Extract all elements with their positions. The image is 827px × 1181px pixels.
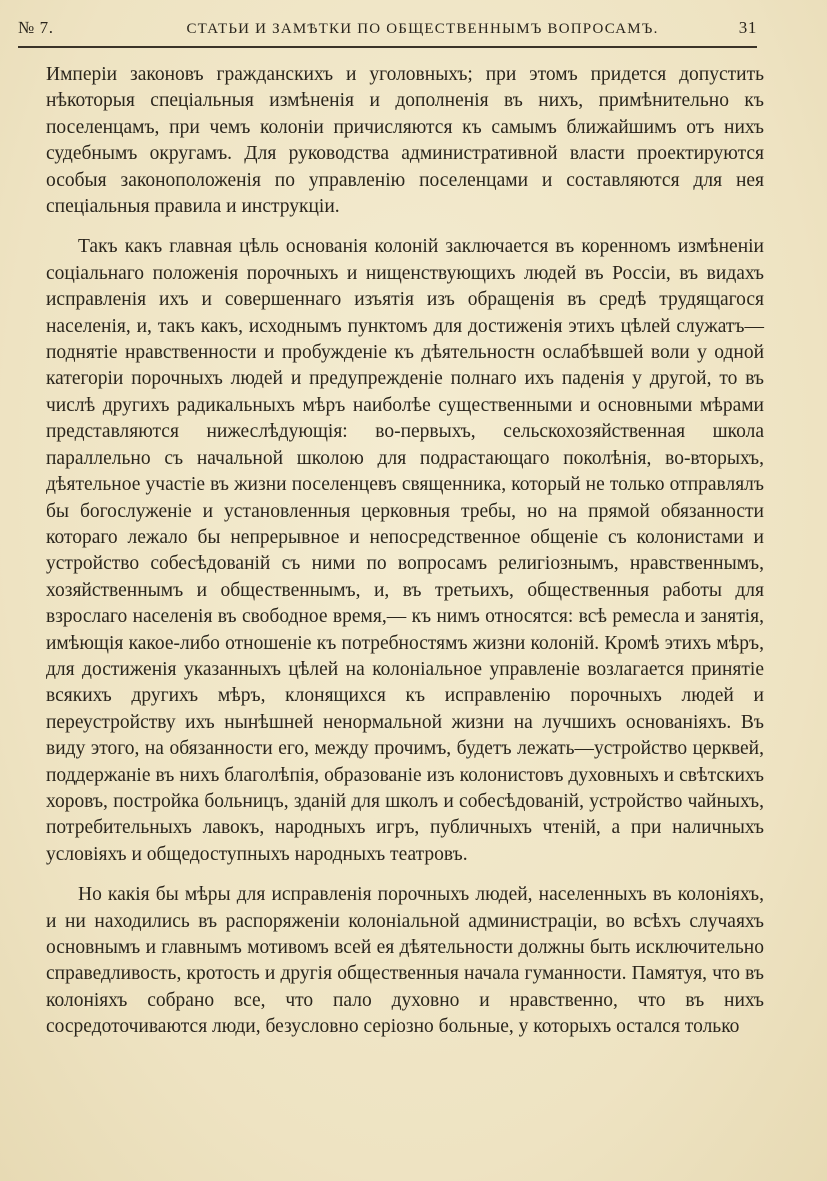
running-title: СТАТЬИ И ЗАМѢТКИ ПО ОБЩЕСТВЕННЫМЪ ВОПРОСАМЪ. (186, 21, 659, 37)
page-number: 31 (738, 18, 757, 37)
running-header (18, 18, 757, 44)
paragraph: Такъ какъ главная цѣль основанія колоній заключается въ коренномъ измѣненіи соціальнаго положенія порочныхъ и нищенствующихъ людей въ Россіи, въ видахъ исправленія ихъ и совершеннаго изъятія изъ обращенія въ средѣ трудящагося населенія, и, такъ какъ, исходнымъ пунктомъ для достиженія этихъ цѣлей служатъ—поднятіе нравственности и пробужденіе къ дѣятельностн ослабѣвшей воли у одной категоріи порочныхъ людей и предупрежденіе полнаго ихъ паденія у другой, то въ числѣ другихъ радикальныхъ мѣръ наиболѣе существенными и основными мѣрами представляются нижеслѣдующія: во-первыхъ, сельскохозяйственная школа параллельно съ начальной школою для подрастающаго поколѣнія, во-вторыхъ, дѣятельное участіе въ жизни поселенцевъ священника, который не только отправлялъ бы богослуженіе и установленныя церковныя требы, но на прямой обязанности котораго лежало бы непрерывное и непосредственное общеніе съ колонистами и устройство собесѣдованій съ ними по вопросамъ религіознымъ, нравственнымъ, хозяйственнымъ и общественнымъ, и, въ третьихъ, общественныя работы для взрослаго населенія въ свободное время,— къ нимъ относятся: всѣ ремесла и занятія, имѣющія какое-либо отношеніе къ потребностямъ жизни колоній. Кромѣ этихъ мѣръ, для достиженія указанныхъ цѣлей на колоніальное управленіе возлагается принятіе всякихъ другихъ мѣръ, клонящихся къ исправленію порочныхъ людей и переустройству ихъ нынѣшней ненормальной жизни на лучшихъ основаніяхъ. Въ виду этого, на обязанности его, между прочимъ, будетъ лежать—устройство церквей, поддержаніе въ нихъ благолѣпія, образованіе изъ колонистовъ духовныхъ и свѣтскихъ хоровъ, постройка больницъ, зданій для школъ и собесѣдованій, устройство чайныхъ, потребительныхъ лавокъ, народныхъ игръ, публичныхъ чтеній, а при наличныхъ условіяхъ и общедоступныхъ народныхъ театровъ. (46, 236, 764, 865)
paragraph: Но какія бы мѣры для исправленія порочныхъ людей, населенныхъ въ колоніяхъ, и ни находились въ распоряженіи колоніальной администраціи, во всѣхъ случаяхъ основнымъ и главнымъ мотивомъ всей ея дѣятельности должны быть исключительно справедливость, кротость и другія общественныя начала гуманности. Памятуя, что въ колоніяхъ собрано все, что пало духовно и нравственно, что въ нихъ сосредоточиваются люди, безусловно серіозно больные, у которыхъ остался только (46, 884, 764, 1038)
paragraph-continued: Имперіи законовъ гражданскихъ и уголовныхъ; при этомъ придется допустить нѣкоторыя спеціальныя измѣненія и дополненія въ нихъ, примѣнительно къ поселенцамъ, при чемъ колоніи причисляются къ самымъ ближайшимъ отъ нихъ судебнымъ округамъ. Для руководства административной власти проектируются особыя законоположенія по управленію поселенцами и составляются для нея спеціальныя правила и инструкціи. (46, 64, 764, 218)
issue-number: № 7. (18, 18, 54, 37)
header-rule (18, 46, 757, 48)
article-body (46, 62, 764, 1041)
